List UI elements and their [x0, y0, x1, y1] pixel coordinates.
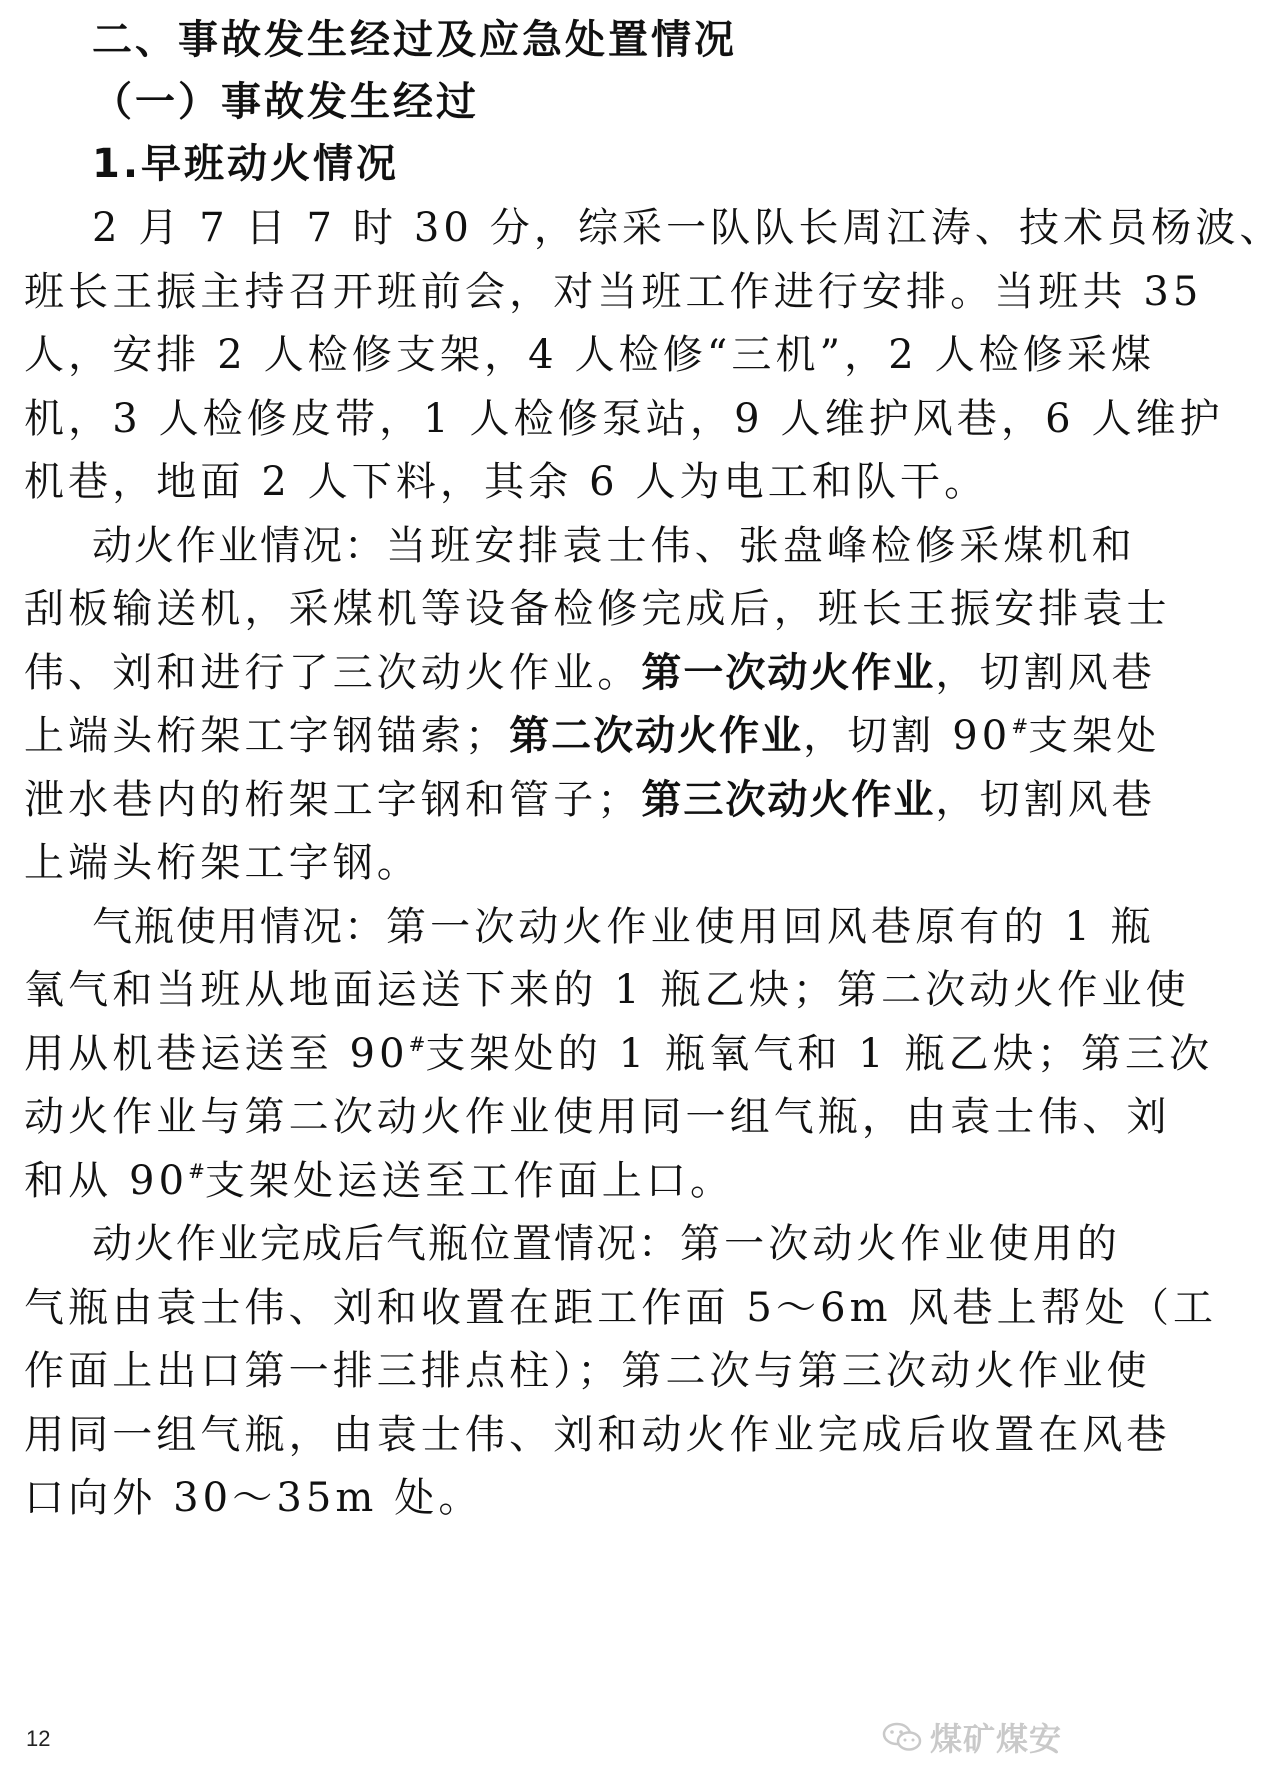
- paragraph-2-lead: 动火作业情况：: [92, 523, 386, 569]
- paragraph-1-line-1: 2 月 7 日 7 时 30 分，综采一队队长周江涛、技术员杨波、: [92, 205, 1284, 251]
- item-heading: 1.早班动火情况: [92, 141, 400, 187]
- paragraph-3-line-3: 用从机巷运送至 90#支架处的 1 瓶氧气和 1 瓶乙炔；第三次: [24, 1031, 1214, 1077]
- watermark: [882, 1714, 1062, 1760]
- paragraph-4-line-1: 动火作业完成后气瓶位置情况：第一次动火作业使用的: [92, 1221, 1121, 1267]
- paragraph-3-line-1: 气瓶使用情况：第一次动火作业使用回风巷原有的 1 瓶: [92, 904, 1155, 950]
- bold-third-hot-work: 第三次动火作业: [641, 777, 936, 823]
- paragraph-4-line-2: 气瓶由袁士伟、刘和收置在距工作面 5～6m 风巷上帮处（工: [24, 1285, 1218, 1331]
- paragraph-3-line-5: 和从 90#支架处运送至工作面上口。: [24, 1158, 735, 1204]
- paragraph-1-line-5: 机巷，地面 2 人下料，其余 6 人为电工和队干。: [24, 459, 989, 505]
- paragraph-3-lead: 气瓶使用情况：: [92, 904, 386, 950]
- paragraph-2-line-3: 伟、刘和进行了三次动火作业。第一次动火作业，切割风巷: [24, 650, 1156, 696]
- bold-first-hot-work: 第一次动火作业: [641, 650, 936, 696]
- paragraph-4-line-5: 口向外 30～35m 处。: [24, 1475, 483, 1521]
- paragraph-2-line-4: 上端头桁架工字钢锚索；第二次动火作业，切割 90#支架处: [24, 713, 1161, 759]
- paragraph-4-line-3: 作面上出口第一排三排点柱）；第二次与第三次动火作业使: [24, 1348, 1151, 1394]
- paragraph-1-line-4: 机，3 人检修皮带，1 人检修泵站，9 人维护风巷，6 人维护: [24, 396, 1224, 442]
- subsection-heading: （一）事故发生经过: [92, 79, 479, 125]
- paragraph-1-line-2: 班长王振主持召开班前会，对当班工作进行安排。当班共 35: [24, 269, 1203, 315]
- page-number: 12: [26, 1726, 51, 1751]
- paragraph-3-line-4: 动火作业与第二次动火作业使用同一组气瓶，由袁士伟、刘: [24, 1094, 1171, 1140]
- paragraph-3-line-2: 氧气和当班从地面运送下来的 1 瓶乙炔；第二次动火作业使: [24, 967, 1190, 1013]
- paragraph-2-line-1: 动火作业情况：当班安排袁士伟、张盘峰检修采煤机和: [92, 523, 1136, 569]
- paragraph-2-line-5: 泄水巷内的桁架工字钢和管子；第三次动火作业，切割风巷: [24, 777, 1156, 823]
- paragraph-1-line-3: 人，安排 2 人检修支架，4 人检修“三机”，2 人检修采煤: [24, 332, 1156, 378]
- paragraph-2-line-2: 刮板输送机，采煤机等设备检修完成后，班长王振安排袁士: [24, 586, 1171, 632]
- bold-second-hot-work: 第二次动火作业: [509, 713, 804, 759]
- paragraph-4-line-4: 用同一组气瓶，由袁士伟、刘和动火作业完成后收置在风巷: [24, 1412, 1171, 1458]
- watermark-text: 煤矿煤安: [929, 1720, 1062, 1758]
- wechat-icon: [882, 1721, 922, 1753]
- paragraph-4-lead: 动火作业完成后气瓶位置情况：: [92, 1221, 680, 1267]
- section-heading: 二、事故发生经过及应急处置情况: [92, 17, 737, 63]
- paragraph-2-line-6: 上端头桁架工字钢。: [24, 840, 421, 886]
